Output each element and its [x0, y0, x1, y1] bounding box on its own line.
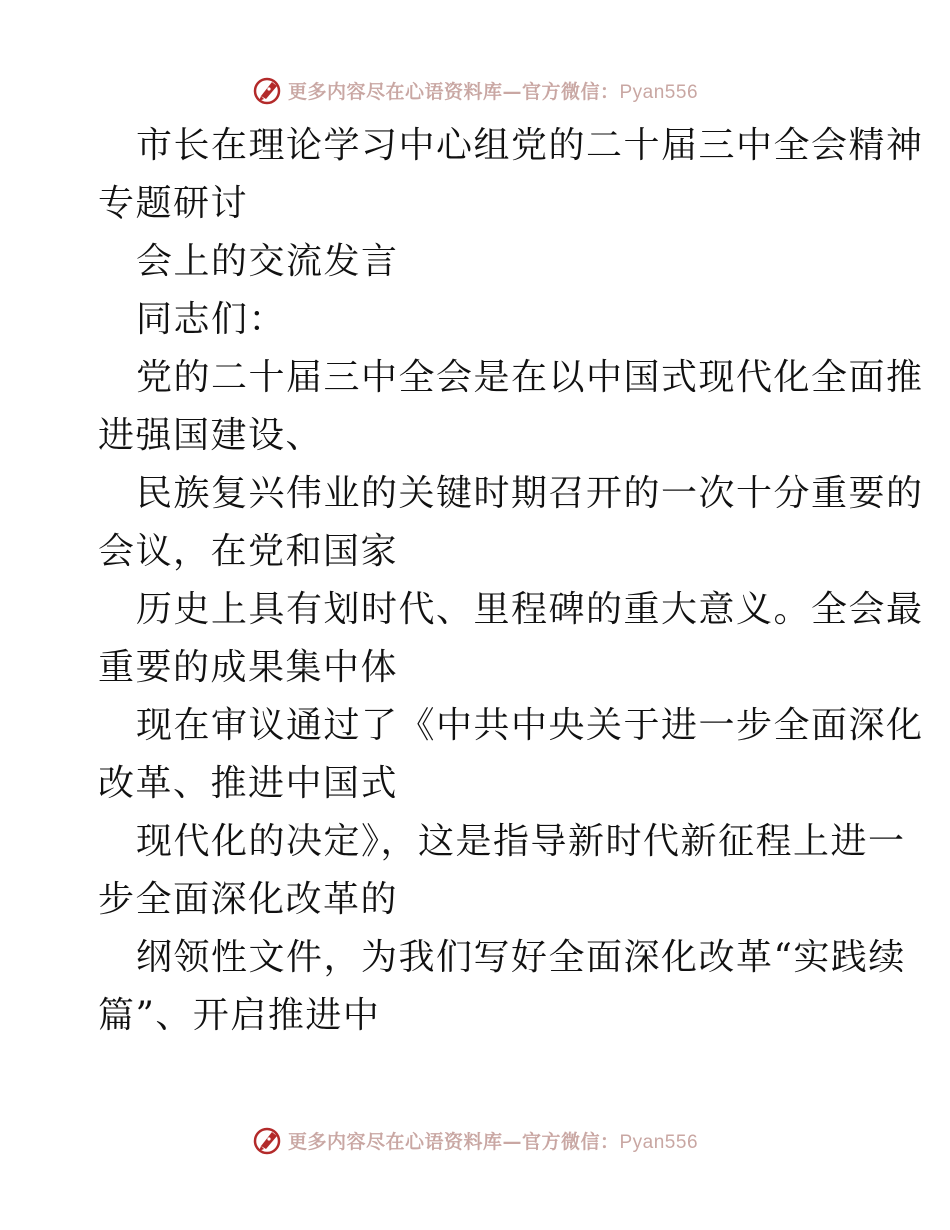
pen-nib-logo-icon: [252, 1124, 284, 1156]
text-line: 篇”、开启推进中: [98, 995, 381, 1036]
header-banner: [0, 70, 950, 110]
text-line: 党的二十届三中全会是在以中国式现代化全面推: [136, 357, 924, 398]
header-banner-handle: Pyan556: [619, 81, 699, 103]
text-line: 市长在理论学习中心组党的二十届三中全会精神: [136, 125, 924, 166]
text-line: 改革、推进中国式: [98, 763, 399, 804]
document-body: [98, 117, 924, 1045]
text-line: 现代化的决定》，这是指导新时代新征程上进一: [136, 821, 906, 862]
text-line: 专题研讨: [98, 183, 249, 224]
text-line: 历史上具有划时代、里程碑的重大意义。全会最: [136, 589, 924, 630]
footer-banner-text: [288, 1127, 698, 1154]
footer-banner: [0, 1120, 950, 1160]
text-line: 会上的交流发言: [136, 241, 399, 282]
pen-nib-logo-icon: [252, 74, 284, 106]
footer-banner-cn: 更多内容尽在心语资料库—官方微信：: [287, 1130, 620, 1153]
text-line: 同志们：: [136, 299, 287, 340]
text-line: 民族复兴伟业的关键时期召开的一次十分重要的: [136, 473, 924, 514]
text-line: 现在审议通过了《中共中央关于进一步全面深化: [136, 705, 924, 746]
text-line: 进强国建设、: [98, 415, 324, 456]
text-line: 步全面深化改革的: [98, 879, 399, 920]
footer-banner-handle: Pyan556: [619, 1131, 699, 1153]
header-banner-text: [288, 77, 698, 104]
text-line: 重要的成果集中体: [98, 647, 399, 688]
header-banner-cn: 更多内容尽在心语资料库—官方微信：: [287, 80, 620, 103]
text-line: 会议，在党和国家: [98, 531, 399, 572]
text-line: 纲领性文件，为我们写好全面深化改革“实践续: [136, 937, 906, 978]
